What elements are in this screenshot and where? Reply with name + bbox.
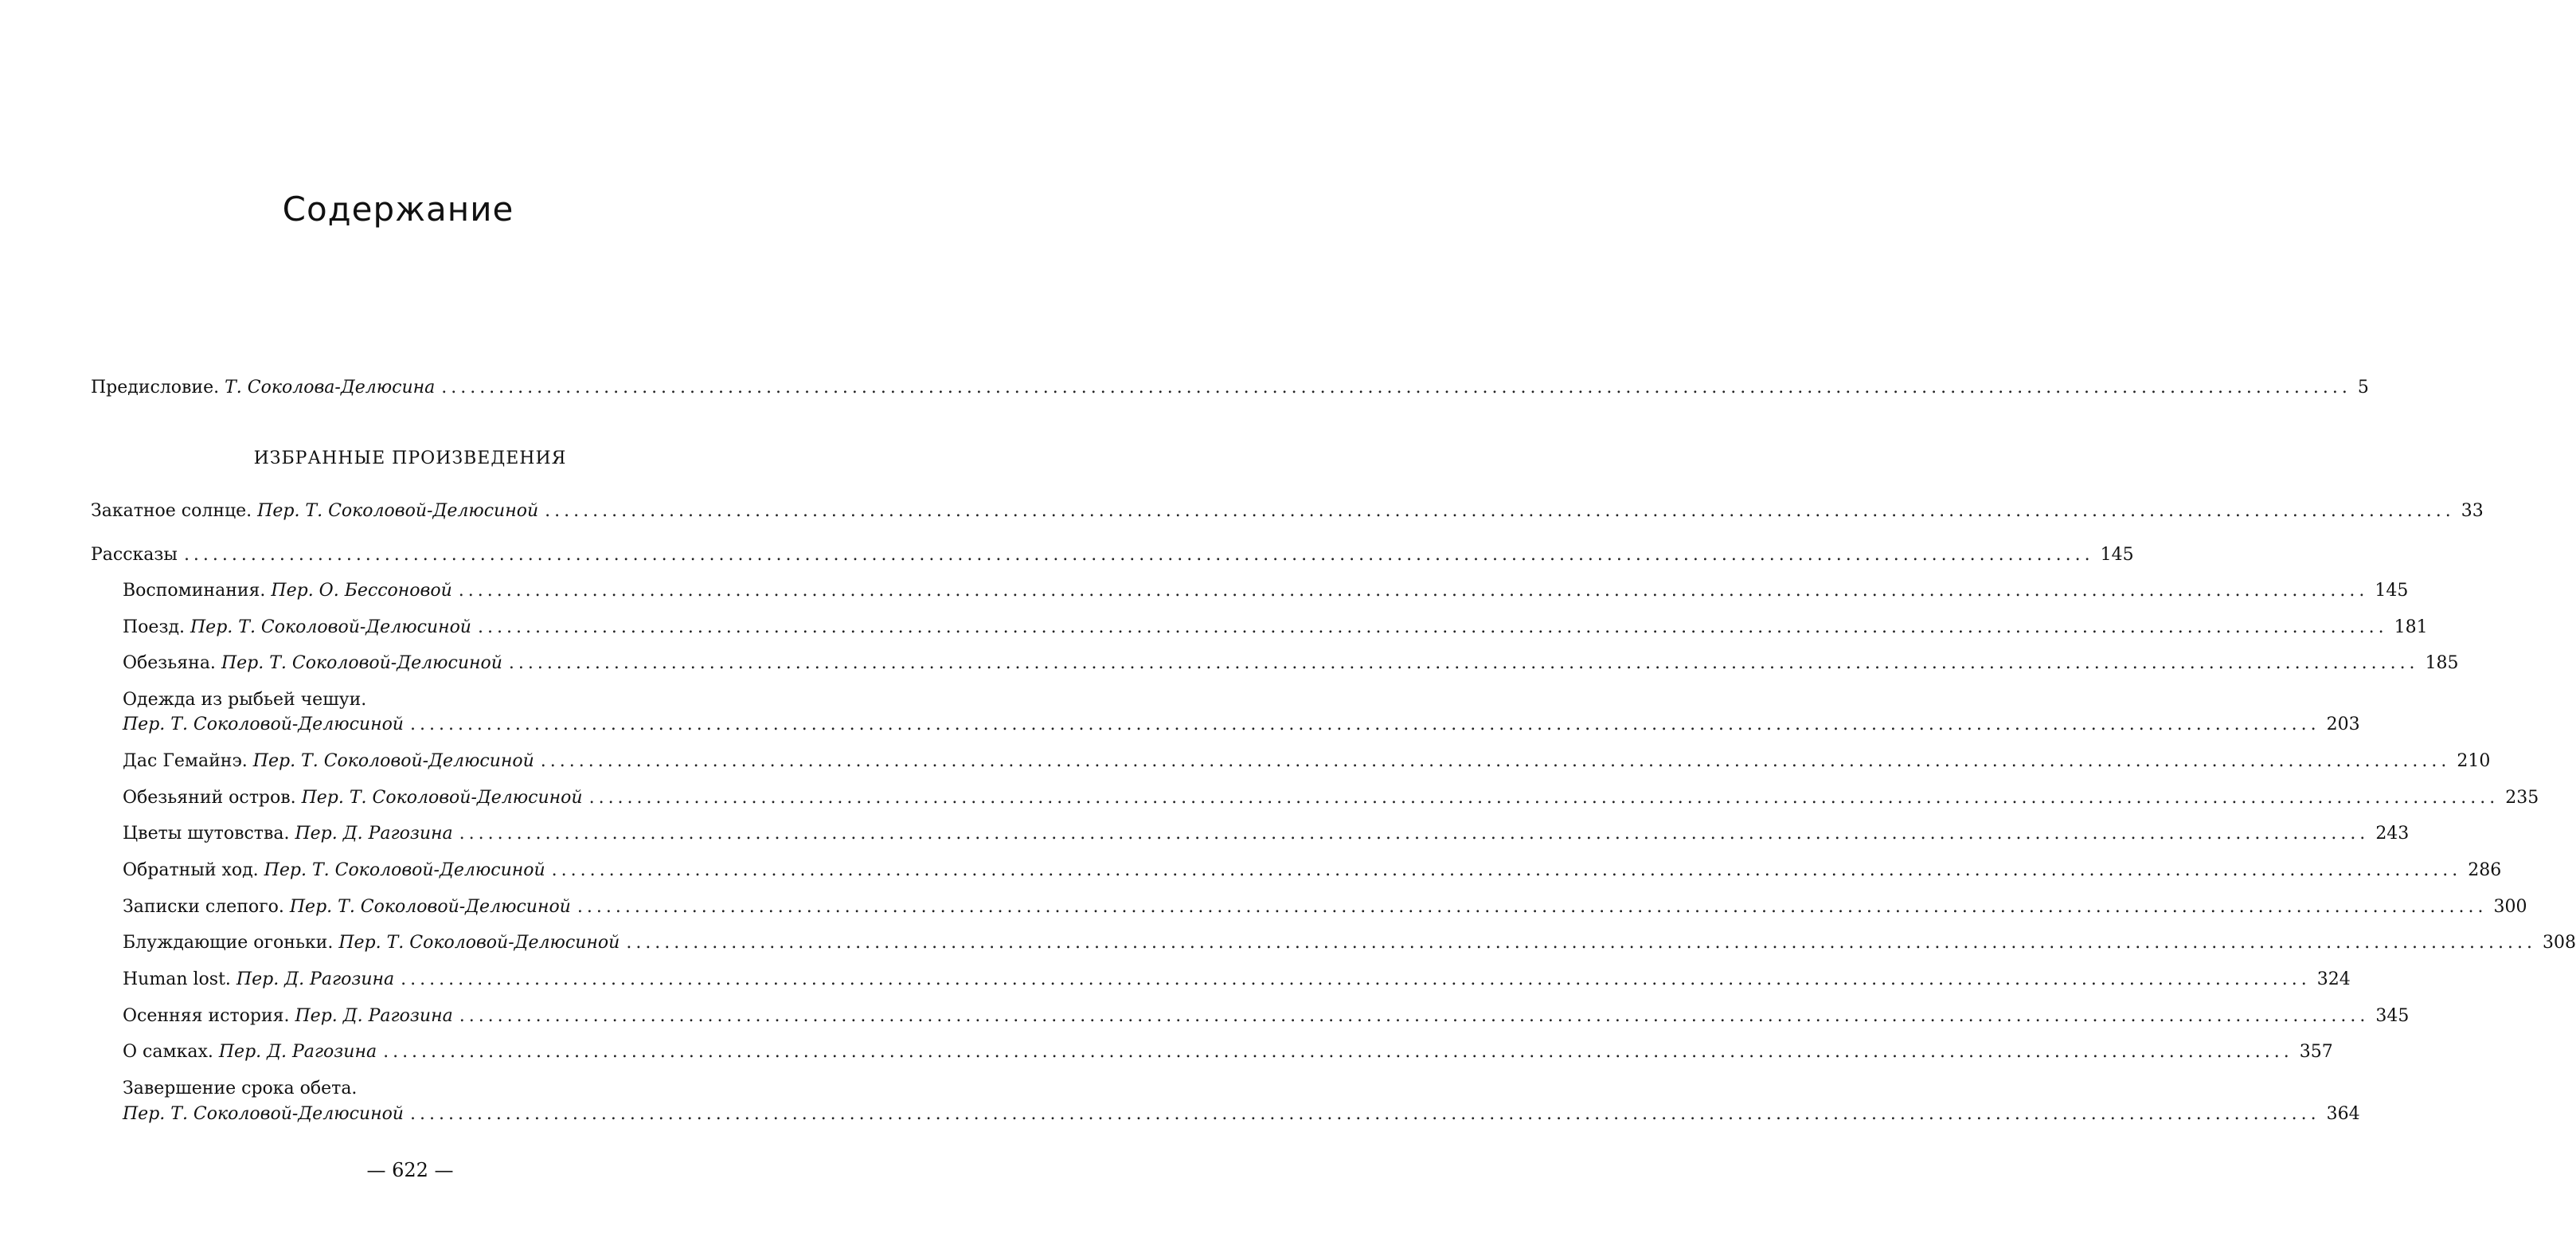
entry-title: Обезьяний остров. (123, 788, 296, 808)
page-number: 324 (2316, 969, 2351, 989)
entry-translator: Пер. Т. Соколовой-Делюсиной (257, 501, 539, 521)
dot-leader: ........................................................................................................................................................................................................ (401, 969, 2311, 989)
page-number: 364 (2326, 1104, 2360, 1124)
entry-title: Обезьяна. (123, 653, 216, 673)
toc-entry-story[interactable] (123, 824, 2410, 844)
page-number: 5 (2357, 378, 2369, 397)
page-number: 210 (2457, 751, 2491, 771)
dot-leader: ........................................................................................................................................................................................................ (409, 1104, 2320, 1124)
page-number: 203 (2326, 715, 2360, 734)
section-heading: ИЗБРАННЫЕ ПРОИЗВЕДЕНИЯ (253, 448, 567, 468)
dot-leader: ........................................................................................................................................................................................................ (458, 581, 2369, 601)
toc-entry-story[interactable] (123, 617, 2428, 638)
entry-translator: Пер. Т. Соколовой-Делюсиной (301, 788, 583, 808)
entry-title: Осенняя история. (123, 1006, 290, 1026)
entry-translator: Пер. Т. Соколовой-Делюсиной (264, 860, 545, 880)
toc-entry-story[interactable] (123, 1006, 2410, 1027)
page-number: 286 (2468, 860, 2502, 880)
toc-entry-story[interactable] (123, 860, 2502, 881)
dot-leader: ........................................................................................................................................................................................................ (477, 617, 2388, 637)
entry-translator: Пер. Д. Рагозина (295, 1006, 453, 1026)
dot-leader: ........................................................................................................................................................................................................ (459, 1006, 2370, 1026)
entry-title: Воспоминания. (123, 581, 266, 601)
entry-translator: Пер. Т. Соколовой-Делюсиной (190, 617, 471, 637)
entry-title-line[interactable]: Завершение срока обета. (123, 1079, 358, 1098)
page-number: 357 (2299, 1042, 2333, 1062)
toc-entry-story[interactable] (123, 715, 2360, 735)
dot-leader: ........................................................................................................................................................................................................ (588, 788, 2500, 808)
entry-translator: Пер. Т. Соколовой-Делюсиной (123, 1104, 404, 1124)
entry-translator: Пер. Т. Соколовой-Делюсиной (289, 897, 571, 917)
entry-title: Рассказы (91, 545, 178, 565)
page-title: Содержание (282, 190, 514, 229)
toc-entry-novel[interactable] (91, 501, 2484, 522)
entry-author: Т. Соколова-Делюсина (225, 378, 436, 397)
entry-translator: Пер. Т. Соколовой-Делюсиной (221, 653, 502, 673)
entry-title: Поезд. (123, 617, 185, 637)
page-number: 185 (2425, 653, 2459, 673)
entry-title: Обратный ход. (123, 860, 259, 880)
entry-title: Блуждающие огоньки. (123, 933, 334, 953)
toc-entry-story[interactable] (123, 897, 2527, 918)
entry-title: Записки слепого. (123, 897, 284, 917)
page-number: 181 (2394, 617, 2428, 637)
entry-title: Дас Гемайнэ. (123, 751, 248, 771)
entry-title-line[interactable]: Одежда из рыбьей чешуи. (123, 690, 367, 710)
toc-entry-preface[interactable] (91, 378, 2369, 398)
page-folio: — 622 — (366, 1159, 454, 1181)
toc-entry-story[interactable] (123, 581, 2409, 601)
page-number: 145 (2375, 581, 2409, 601)
page-number: 308 (2542, 933, 2576, 953)
dot-leader: ........................................................................................................................................................................................................ (183, 545, 2094, 565)
dot-leader: ........................................................................................................................................................................................................ (540, 751, 2451, 771)
entry-title: Цветы шутовства. (123, 824, 290, 844)
entry-title: Закатное солнце. (91, 501, 252, 521)
entry-translator: Пер. Д. Рагозина (218, 1042, 377, 1062)
page-number: 345 (2375, 1006, 2410, 1026)
entry-title: Human lost. (123, 969, 231, 989)
entry-title: Предисловие. (91, 378, 220, 397)
page-number: 243 (2375, 824, 2410, 844)
entry-translator: Пер. Д. Рагозина (236, 969, 395, 989)
entry-translator: Пер. Т. Соколовой-Делюсиной (123, 715, 404, 734)
toc-entry-story[interactable] (123, 751, 2491, 772)
toc-entry-stories[interactable] (91, 545, 2134, 566)
dot-leader: ........................................................................................................................................................................................................ (441, 378, 2351, 397)
toc-entry-story[interactable] (123, 1042, 2333, 1063)
toc-entry-story[interactable] (123, 653, 2459, 674)
page-number: 145 (2100, 545, 2134, 565)
entry-translator: Пер. Д. Рагозина (295, 824, 453, 844)
toc-entry-story[interactable] (123, 969, 2351, 990)
entry-translator: Пер. Т. Соколовой-Делюсиной (252, 751, 534, 771)
page-number: 300 (2493, 897, 2527, 917)
dot-leader: ........................................................................................................................................................................................................ (551, 860, 2462, 880)
dot-leader: ........................................................................................................................................................................................................ (409, 715, 2320, 734)
dot-leader: ........................................................................................................................................................................................................ (508, 653, 2419, 673)
dot-leader: ........................................................................................................................................................................................................ (545, 501, 2455, 521)
page-number: 235 (2505, 788, 2539, 808)
toc-entry-story[interactable] (123, 788, 2539, 809)
dot-leader: ........................................................................................................................................................................................................ (577, 897, 2488, 917)
entry-title: О самках. (123, 1042, 213, 1062)
toc-entry-story[interactable] (123, 933, 2576, 953)
dot-leader: ........................................................................................................................................................................................................ (459, 824, 2370, 844)
toc-entry-story[interactable] (123, 1104, 2360, 1125)
dot-leader: ........................................................................................................................................................................................................ (626, 933, 2536, 953)
entry-translator: Пер. О. Бессоновой (271, 581, 452, 601)
dot-leader: ........................................................................................................................................................................................................ (383, 1042, 2293, 1062)
entry-translator: Пер. Т. Соколовой-Делюсиной (338, 933, 620, 953)
page-number: 33 (2461, 501, 2484, 521)
